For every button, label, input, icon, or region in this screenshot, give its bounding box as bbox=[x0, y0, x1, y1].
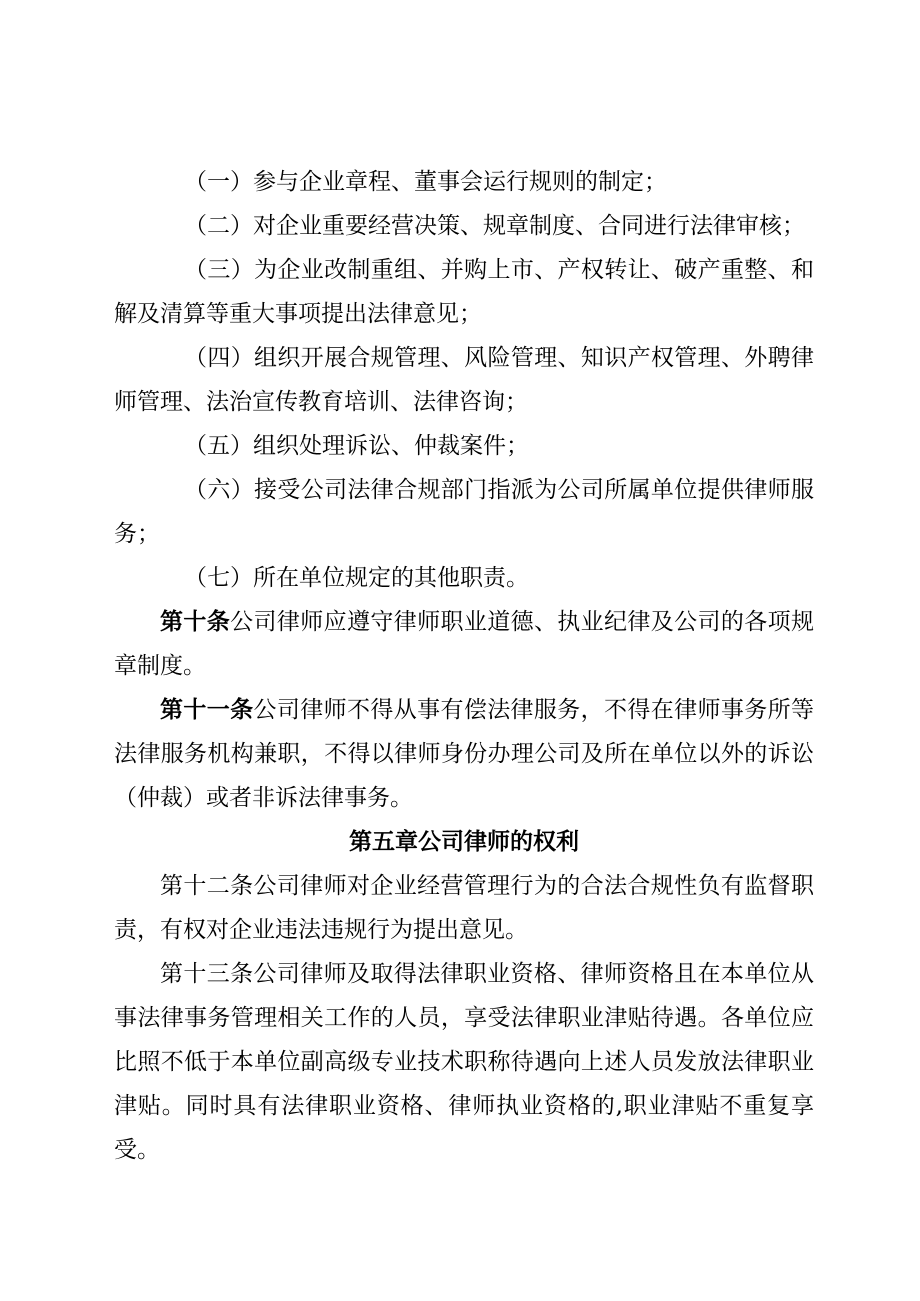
duty-item-4: （四）组织开展合规管理、风险管理、知识产权管理、外聘律师管理、法治宣传教育培训、法律咨询； bbox=[114, 345, 814, 415]
duty-item-1: （一）参与企业章程、董事会运行规则的制定； bbox=[184, 169, 667, 195]
article-12: 第十二条公司律师对企业经营管理行为的合法合规性负有监督职责，有权对企业违法违规行为提出意见。 bbox=[114, 873, 814, 943]
article-10-label: 第十条 bbox=[160, 609, 231, 635]
article-11-text: 公司律师不得从事有偿法律服务，不得在律师事务所等法律服务机构兼职，不得以律师身份办理公司及所在单位以外的诉讼（仲裁）或者非诉法律事务。 bbox=[114, 697, 815, 811]
article-11-label: 第十一条 bbox=[160, 697, 254, 723]
article-10-text: 公司律师应遵守律师职业道德、执业纪律及公司的各项规章制度。 bbox=[114, 609, 815, 679]
duty-item-5: （五）组织处理诉讼、仲裁案件； bbox=[184, 433, 529, 459]
article-11 bbox=[114, 688, 814, 820]
duty-item-6: （六）接受公司法律合规部门指派为公司所属单位提供律师服务； bbox=[114, 477, 814, 547]
article-10 bbox=[114, 600, 814, 688]
duty-item-2: （二）对企业重要经营决策、规章制度、合同进行法律审核； bbox=[184, 213, 805, 239]
document-body bbox=[114, 160, 814, 1172]
article-13: 第十三条公司律师及取得法律职业资格、律师资格且在本单位从事法律事务管理相关工作的人员，享受法律职业津贴待遇。各单位应比照不低于本单位副高级专业技术职称待遇向上述人员发放法律职业津贴。同时具有法律职业资格、律师执业资格的,职业津贴不重复享受。 bbox=[114, 961, 814, 1163]
chapter-5-title: 第五章公司律师的权利 bbox=[349, 829, 579, 855]
duty-item-7: （七）所在单位规定的其他职责。 bbox=[184, 565, 529, 591]
duty-item-3: （三）为企业改制重组、并购上市、产权转让、破产重整、和解及清算等重大事项提出法律意见； bbox=[114, 257, 814, 327]
